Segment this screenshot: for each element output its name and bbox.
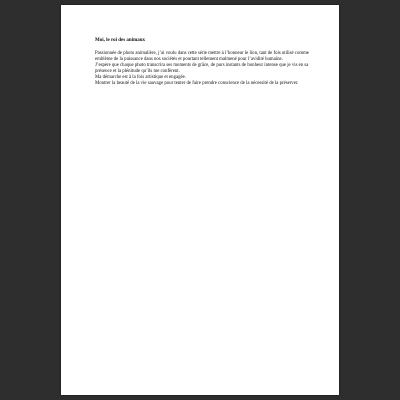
paragraph: J’espère que chaque photo transcrira ses moments de grâce, de purs instants de bonheur intense que je vis en sa présence et la plénitude qu’ils me confèrent.: [95, 63, 309, 75]
document-page: [61, 5, 339, 395]
page-content: [95, 37, 309, 88]
document-title: Moi, le roi des animaux: [95, 38, 146, 43]
paragraph: Montrer la beauté de la vie sauvage pour tenter de faire prendre conscience de la nécessité de la préserver.: [95, 81, 299, 87]
paragraph: Ma démarche est à la fois artistique et engagée.: [95, 75, 186, 81]
paragraph: Passionnée de photo animalière, j’ai voulu dans cette série mettre à l’honneur le lion, tant de fois utilisé comme emblème de la puissance dans nos sociétés et pourtant tellement malmené pour l’avidité humaine.: [95, 51, 309, 63]
